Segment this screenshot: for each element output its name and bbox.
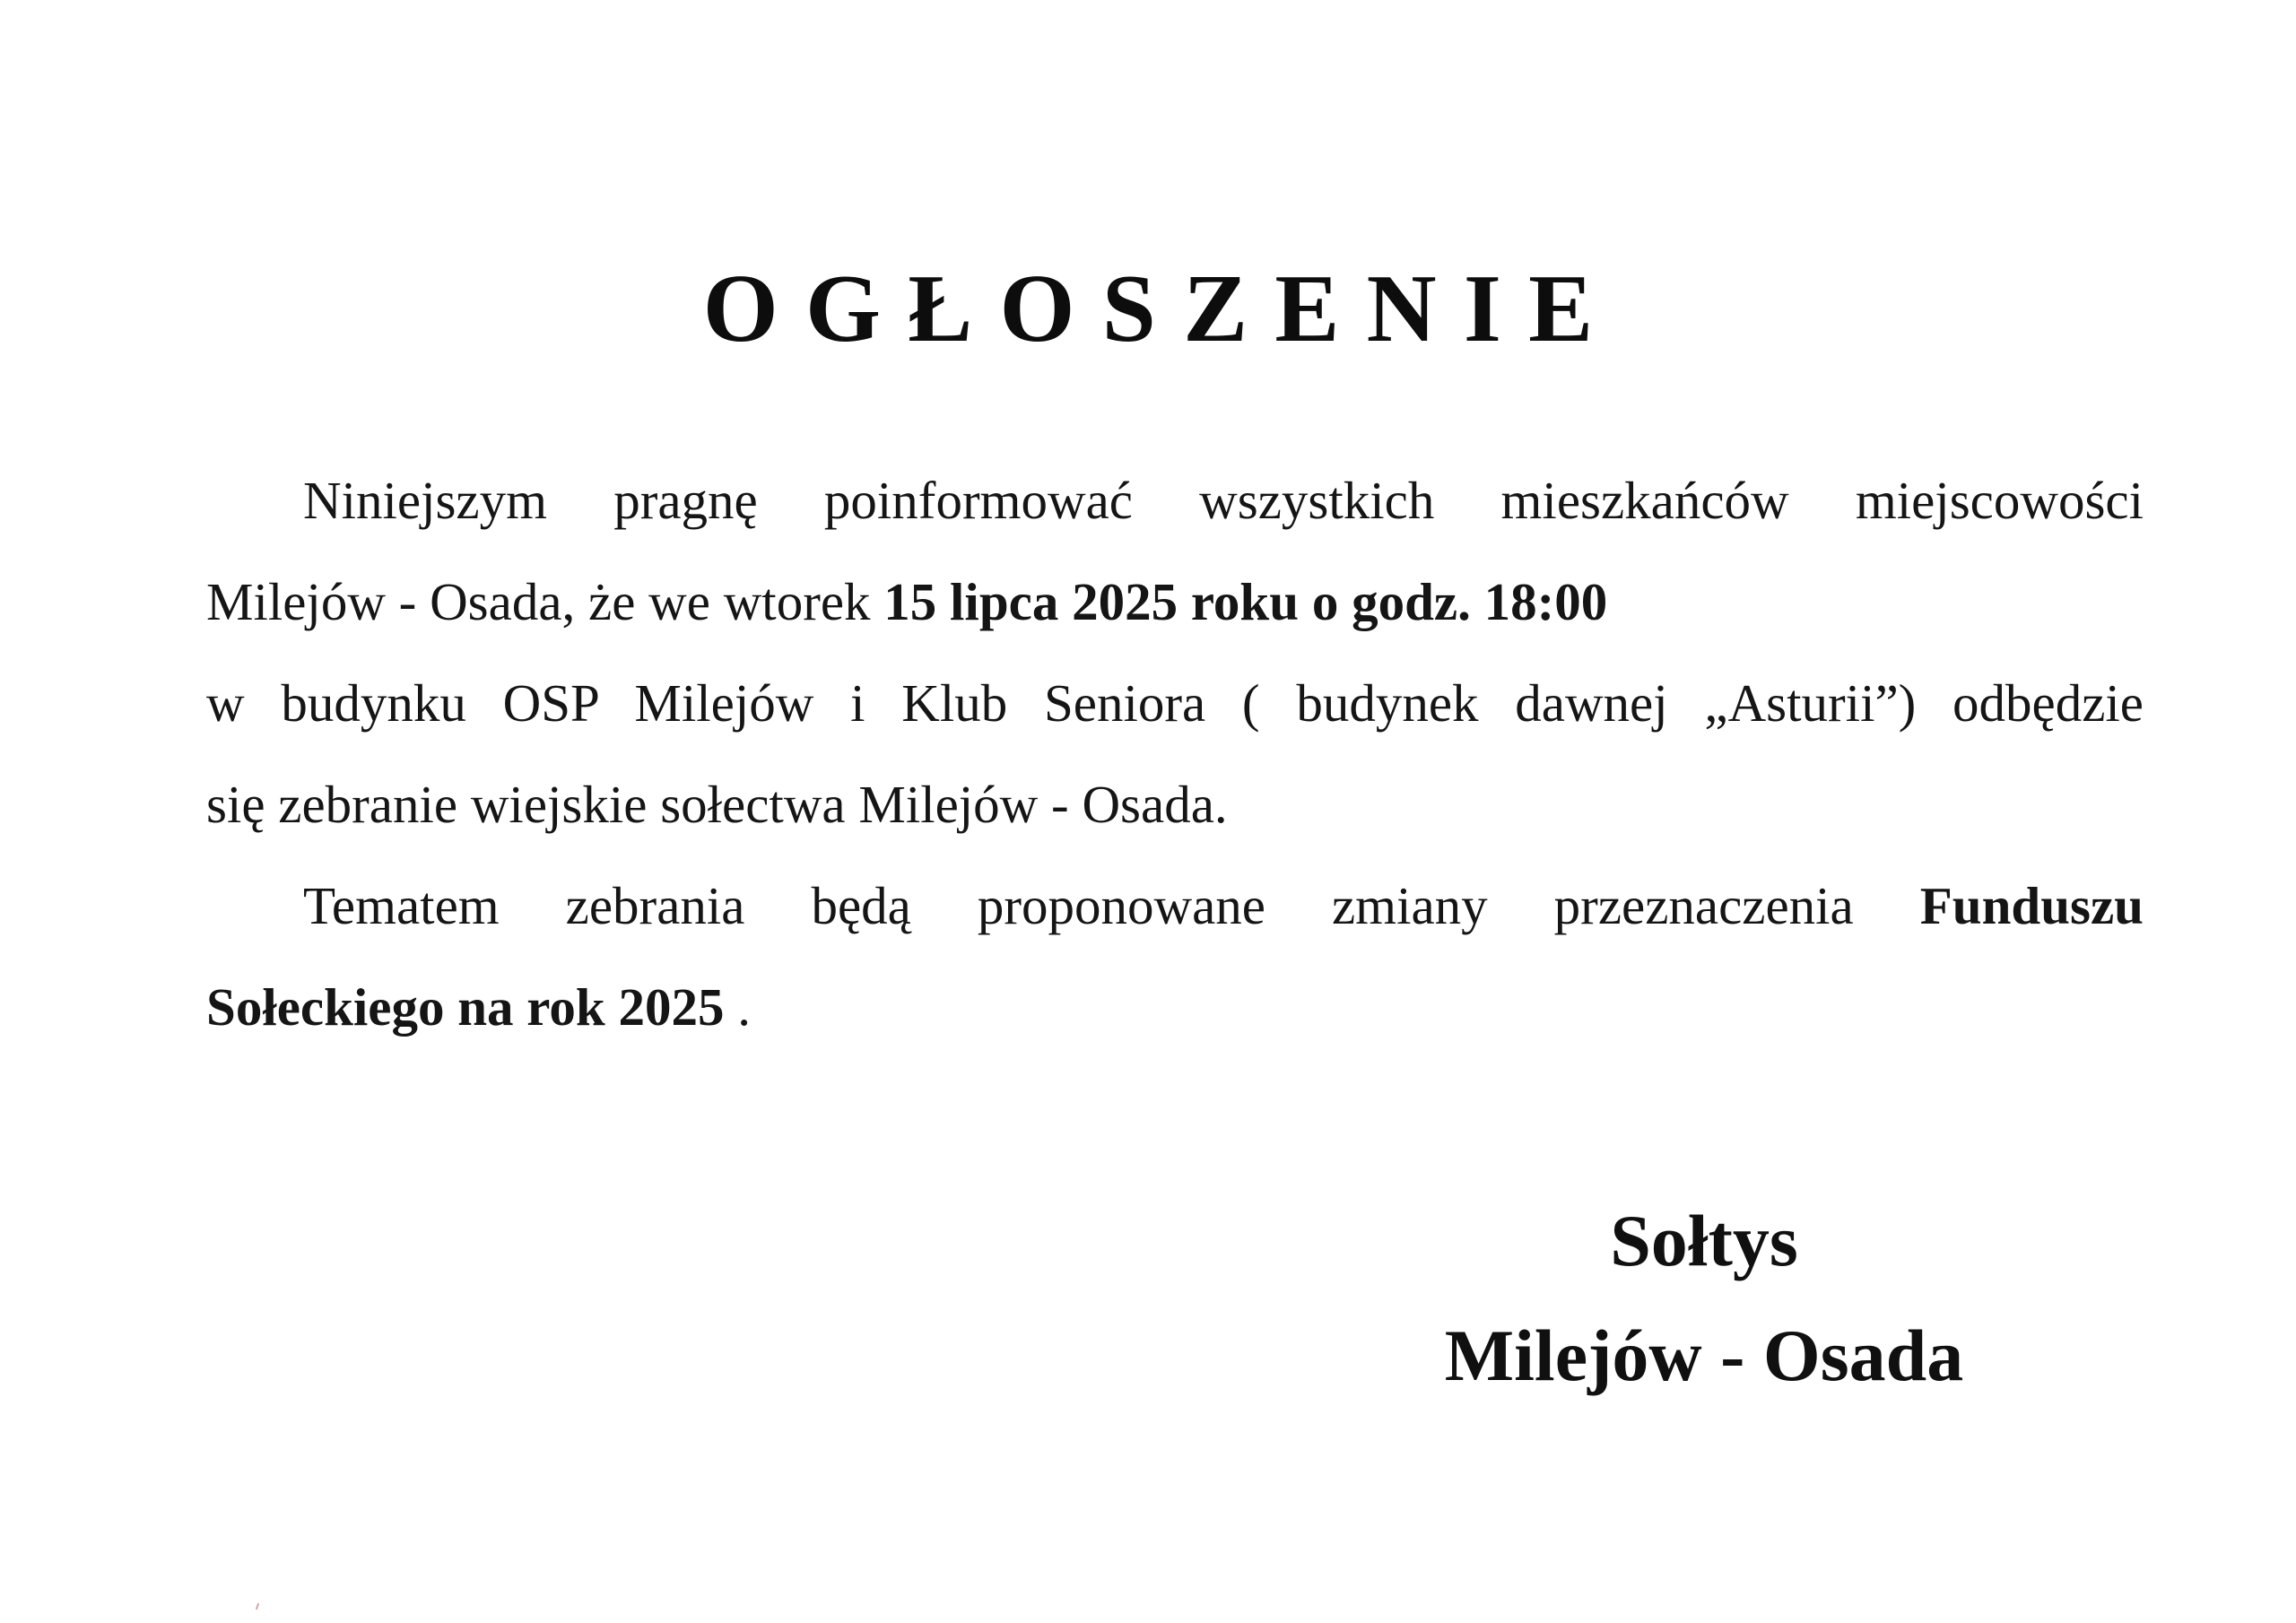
paragraph-1-line-3: w budynku OSP Milejów i Klub Seniora ( budynek dawnej „Asturii”) odbędzie bbox=[206, 673, 2144, 733]
paragraph-1-line-4: się zebranie wiejskie sołectwa Milejów - Osada. bbox=[206, 775, 1228, 834]
paragraph-2-line-1 bbox=[206, 855, 2144, 957]
paragraph-2 bbox=[206, 855, 2144, 1058]
meeting-date-time: 15 lipca 2025 roku o godz. 18:00 bbox=[883, 572, 1608, 631]
paragraph-2-line-2-suffix: . bbox=[724, 977, 751, 1037]
paragraph-1-line-2-text: Milejów - Osada, że we wtorek bbox=[206, 572, 884, 631]
scan-speck bbox=[256, 1603, 259, 1610]
signature-place: Milejów - Osada bbox=[1444, 1315, 1964, 1396]
fund-name-part-1: Funduszu bbox=[1919, 876, 2144, 935]
announcement-body bbox=[206, 450, 2144, 1058]
fund-name-part-2: Sołeckiego na rok 2025 bbox=[206, 977, 725, 1037]
paragraph-1 bbox=[206, 450, 2144, 855]
paragraph-2-line-1-text: Tematem zebrania będą proponowane zmiany przeznaczenia bbox=[303, 876, 1920, 935]
paragraph-1-line-1: Niniejszym pragnę poinformować wszystkich mieszkańców miejscowości bbox=[303, 471, 2144, 530]
signature-block bbox=[1345, 1184, 2063, 1413]
paragraph-2-line-2 bbox=[206, 957, 2144, 1058]
document-title: OGŁOSZENIE bbox=[702, 256, 1621, 362]
signature-role: Sołtys bbox=[1610, 1200, 1798, 1281]
paragraph-1-line-2 bbox=[206, 551, 2144, 653]
